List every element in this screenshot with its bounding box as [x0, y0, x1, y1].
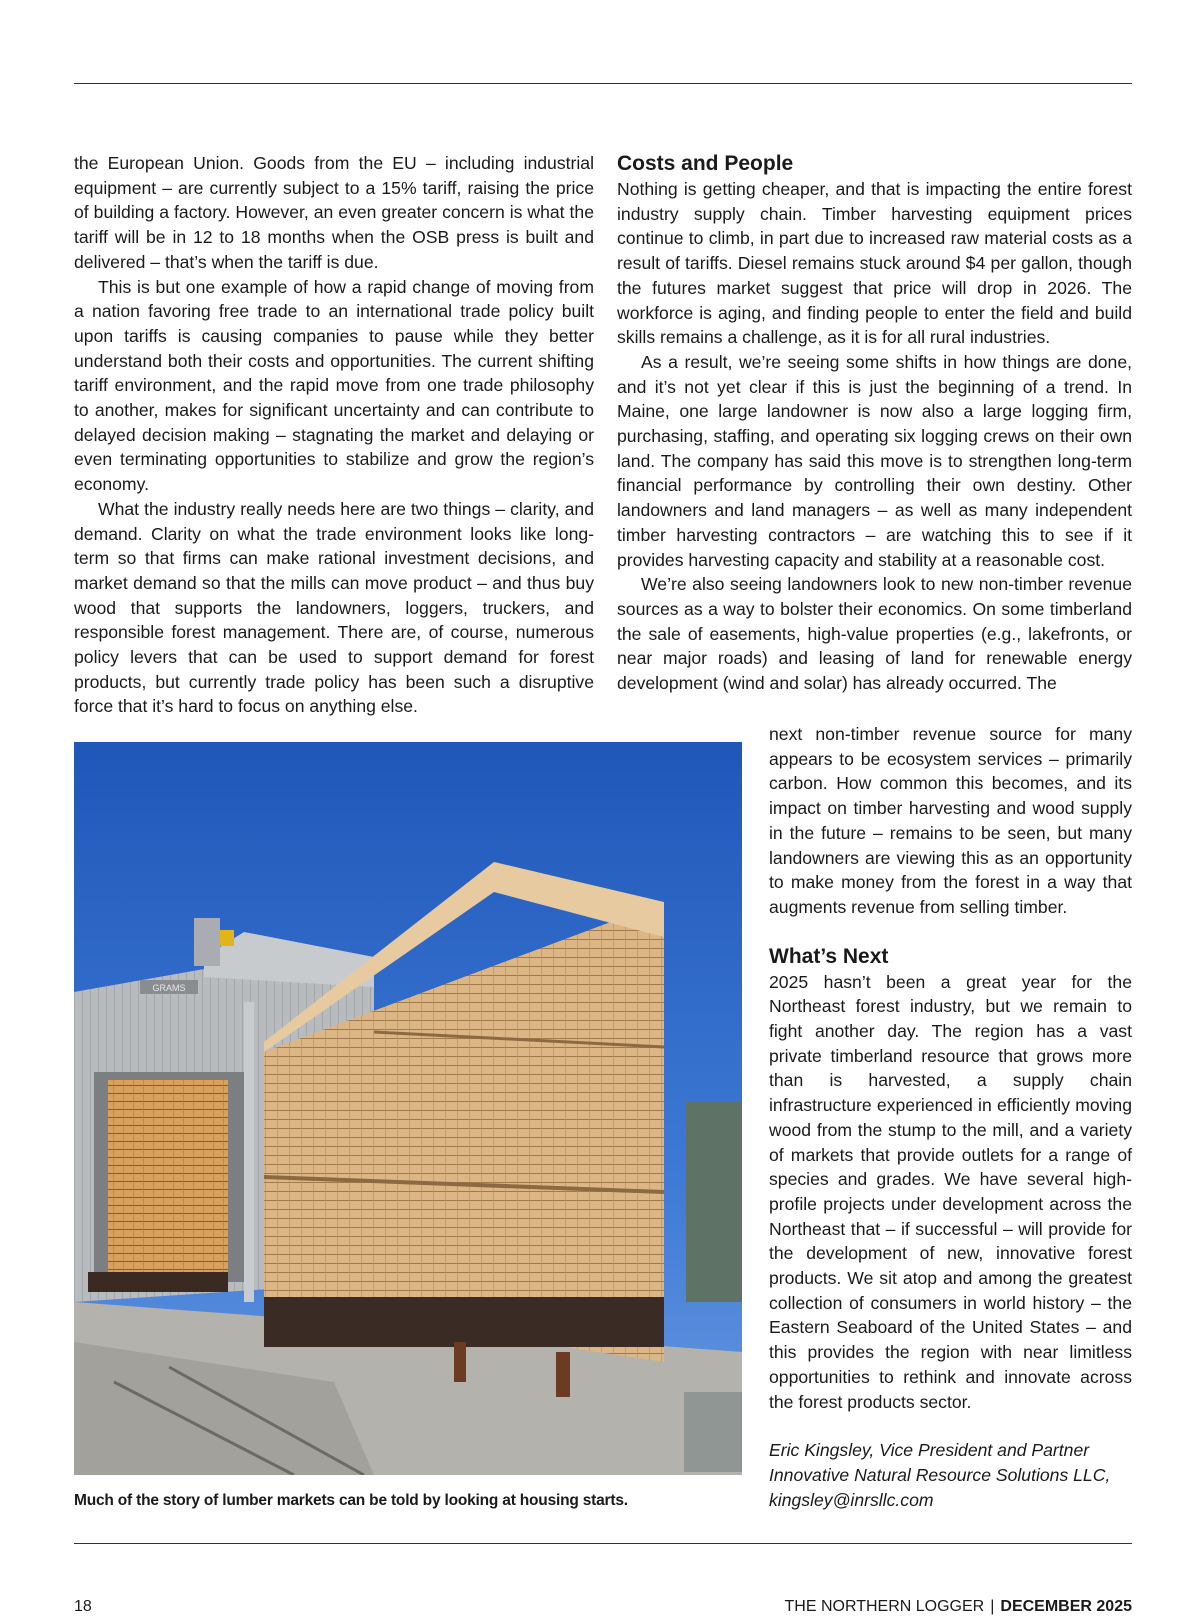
author-company: Innovative Natural Resource Solutions LLC, — [769, 1464, 1111, 1485]
paragraph: the European Union. Goods from the EU – including industrial equipment – are currently subject to a 15% tariff, raising the price of building a factory. However, an even greater concern is what the tariff will be in 12 to 18 months when the OSB press is built and delivered – that’s when the tariff is due. — [74, 153, 594, 272]
paragraph: Nothing is getting cheaper, and that is impacting the entire forest industry supply chain. Timber harvesting equipment prices continue to climb, in part due to increased raw material costs as a result of tariffs. Diesel remains stuck around $4 per gallon, though the futures market suggest that price will drop in 2026. The workforce is aging, and finding people to enter the field and build skills remains a challenge, as it is for all rural industries. — [617, 179, 1132, 348]
author-email: kingsley@inrsllc.com — [769, 1489, 934, 1510]
building-sign: GRAMS — [152, 983, 186, 993]
publication-footer — [785, 1598, 1133, 1616]
costs-and-people-section — [617, 151, 1132, 696]
author-signature — [769, 1438, 1132, 1512]
footer-separator: | — [990, 1598, 995, 1615]
bottom-rule — [74, 1543, 1132, 1544]
page-number: 18 — [74, 1598, 92, 1615]
issue-date: DECEMBER 2025 — [1000, 1598, 1132, 1615]
right-narrow-column — [769, 722, 1132, 1512]
top-rule — [74, 83, 1132, 84]
section-heading: Costs and People — [617, 152, 794, 175]
author-name: Eric Kingsley, Vice President and Partner — [769, 1440, 1090, 1461]
publication-name: THE NORTHERN LOGGER — [784, 1598, 985, 1615]
section-heading: What’s Next — [769, 944, 889, 968]
lumber-stack-small — [108, 1080, 228, 1275]
paragraph: This is but one example of how a rapid change of moving from a nation favoring free trade to an international trade policy built upon tariffs is causing companies to pause while they better understand both their costs and opportunities. The current shifting tariff environment, and the rapid move from one trade philosophy to another, makes for significant uncertainty and can contribute to delayed decision making – stagnating the market and delaying or even terminating opportunities to stabilize and grow the region’s economy. — [74, 276, 594, 495]
left-column — [74, 151, 594, 719]
paragraph: What the industry really needs here are two things – clarity, and demand. Clarity on what the trade environment looks like long-term so that firms can make rational investment decisions, and market demand so that the mills can move product – and thus buy wood that supports the landowners, loggers, truckers, and responsible forest management. There are, of course, numerous policy levers that can be used to support demand for forest products, but currently trade policy has been such a disruptive force that it’s hard to focus on anything else. — [74, 498, 594, 717]
lumber-yard-photo — [74, 742, 742, 1475]
paragraph-continuation: next non-timber revenue source for many appears to be ecosystem services – primarily carbon. How common this becomes, and its impact on timber harvesting and wood supply in the future – remains to be seen, but many landowners are viewing this as an opportunity to make money from the forest in a way that augments revenue from selling timber. — [769, 724, 1132, 917]
paragraph: 2025 hasn’t been a great year for the Northeast forest industry, but we remain to fight another day. The region has a vast private timberland resource that grows more than is harvested, a supply chain infrastructure experienced in efficiently moving wood from the stump to the mill, and a variety of markets that provide outlets for a range of species and grades. We have several high-profile projects under development across the Northeast that – if successful – will provide for the development of new, innovative forest products. We sit atop and among the greatest collection of consumers in world history – the Eastern Seaboard of the United States – and this provides the region with near limitless opportunities to rethink and innovate across the forest products sector. — [769, 971, 1132, 1412]
paragraph: As a result, we’re seeing some shifts in how things are done, and it’s not yet clear if this is just the beginning of a trend. In Maine, one large landowner is now also a large logging firm, purchasing, staffing, and operating six logging crews on their own land. The company has said this move is to strengthen long-term financial performance by controlling their own destiny. Other landowners and land managers – as well as many independent timber harvesting contractors – are watching this to see if it provides harvesting capacity and stability at a reasonable cost. — [617, 351, 1132, 570]
photo-caption: Much of the story of lumber markets can be told by looking at housing starts. — [74, 1492, 628, 1509]
paragraph: We’re also seeing landowners look to new non-timber revenue sources as a way to bolster their economics. On some timberland the sale of easements, high-value properties (e.g., lakefronts, or near major roads) and leasing of land for renewable energy development (wind and solar) has already occurred. The — [617, 574, 1132, 694]
